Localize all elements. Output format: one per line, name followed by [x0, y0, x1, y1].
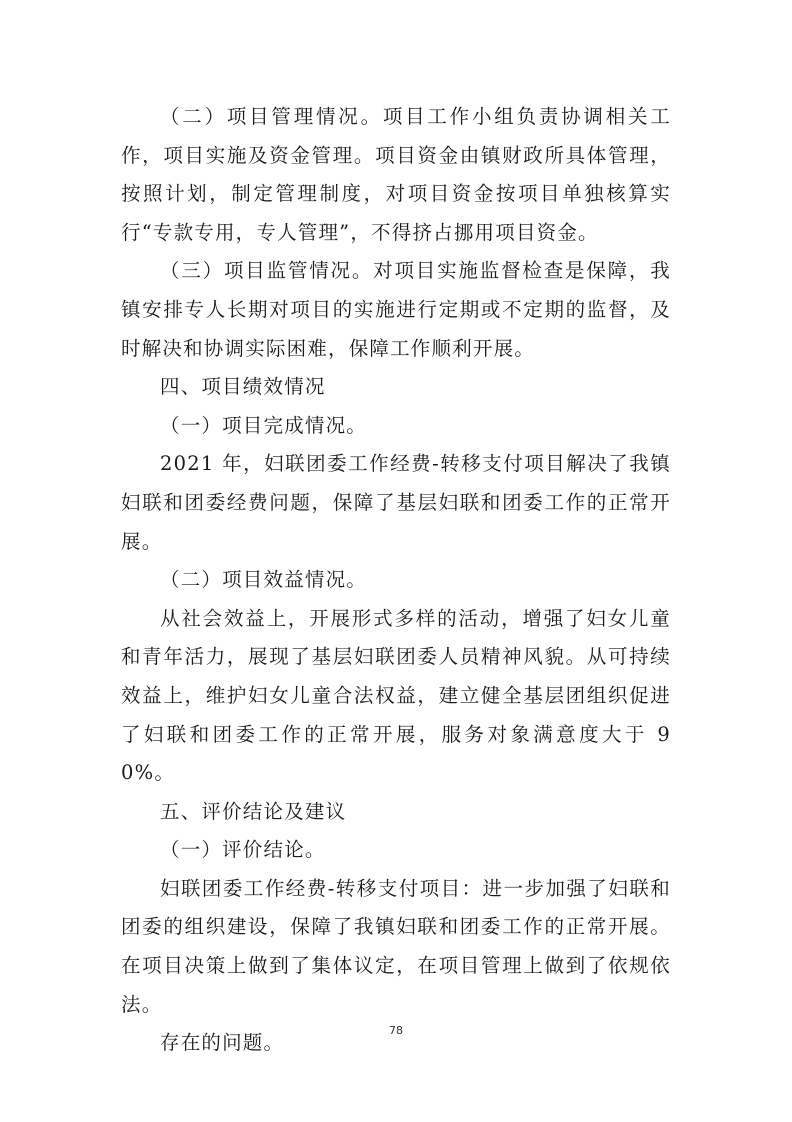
subheading-evaluation-conclusion: （一）评价结论。 [160, 838, 326, 862]
paragraph-evaluation-conclusion: 妇联团委工作经费-转移支付项目：进一步加强了妇联和团委的组织建设，保障了我镇妇联和团委工作的正常开展。在项目决策上做到了集体议定，在项目管理上做到了依规依法。 [121, 876, 671, 1016]
paragraph-completion: 2021 年，妇联团委工作经费-转移支付项目解决了我镇妇联和团委经费问题，保障了基层妇联和团委工作的正常开展。 [121, 452, 671, 553]
subheading-benefits: （二）项目效益情况。 [160, 568, 368, 592]
section-heading-performance: 四、项目绩效情况 [160, 375, 326, 399]
section-heading-conclusion: 五、评价结论及建议 [160, 799, 347, 823]
paragraph-project-supervision: （三）项目监管情况。对项目实施监督检查是保障，我镇安排专人长期对项目的实施进行定期或不定期的监督，及时解决和协调实际困难，保障工作顺利开展。 [121, 259, 671, 360]
page-number: 78 [389, 1024, 403, 1037]
paragraph-existing-problems: 存在的问题。 [160, 1031, 285, 1055]
paragraph-project-management: （二）项目管理情况。项目工作小组负责协调相关工作，项目实施及资金管理。项目资金由镇财政所具体管理，按照计划，制定管理制度，对项目资金按项目单独核算实行“专款专用，专人管理”，不得挤占挪用项目资金。 [121, 105, 671, 244]
paragraph-benefits: 从社会效益上，开展形式多样的活动，增强了妇女儿童和青年活力，展现了基层妇联团委人员精神风貌。从可持续效益上，维护妇女儿童合法权益，建立健全基层团组织促进了妇联和团委工作的正常开展，服务对象满意度大于 90%。 [121, 606, 671, 785]
subheading-completion: （一）项目完成情况。 [160, 413, 368, 437]
page-body [121, 98, 671, 1063]
